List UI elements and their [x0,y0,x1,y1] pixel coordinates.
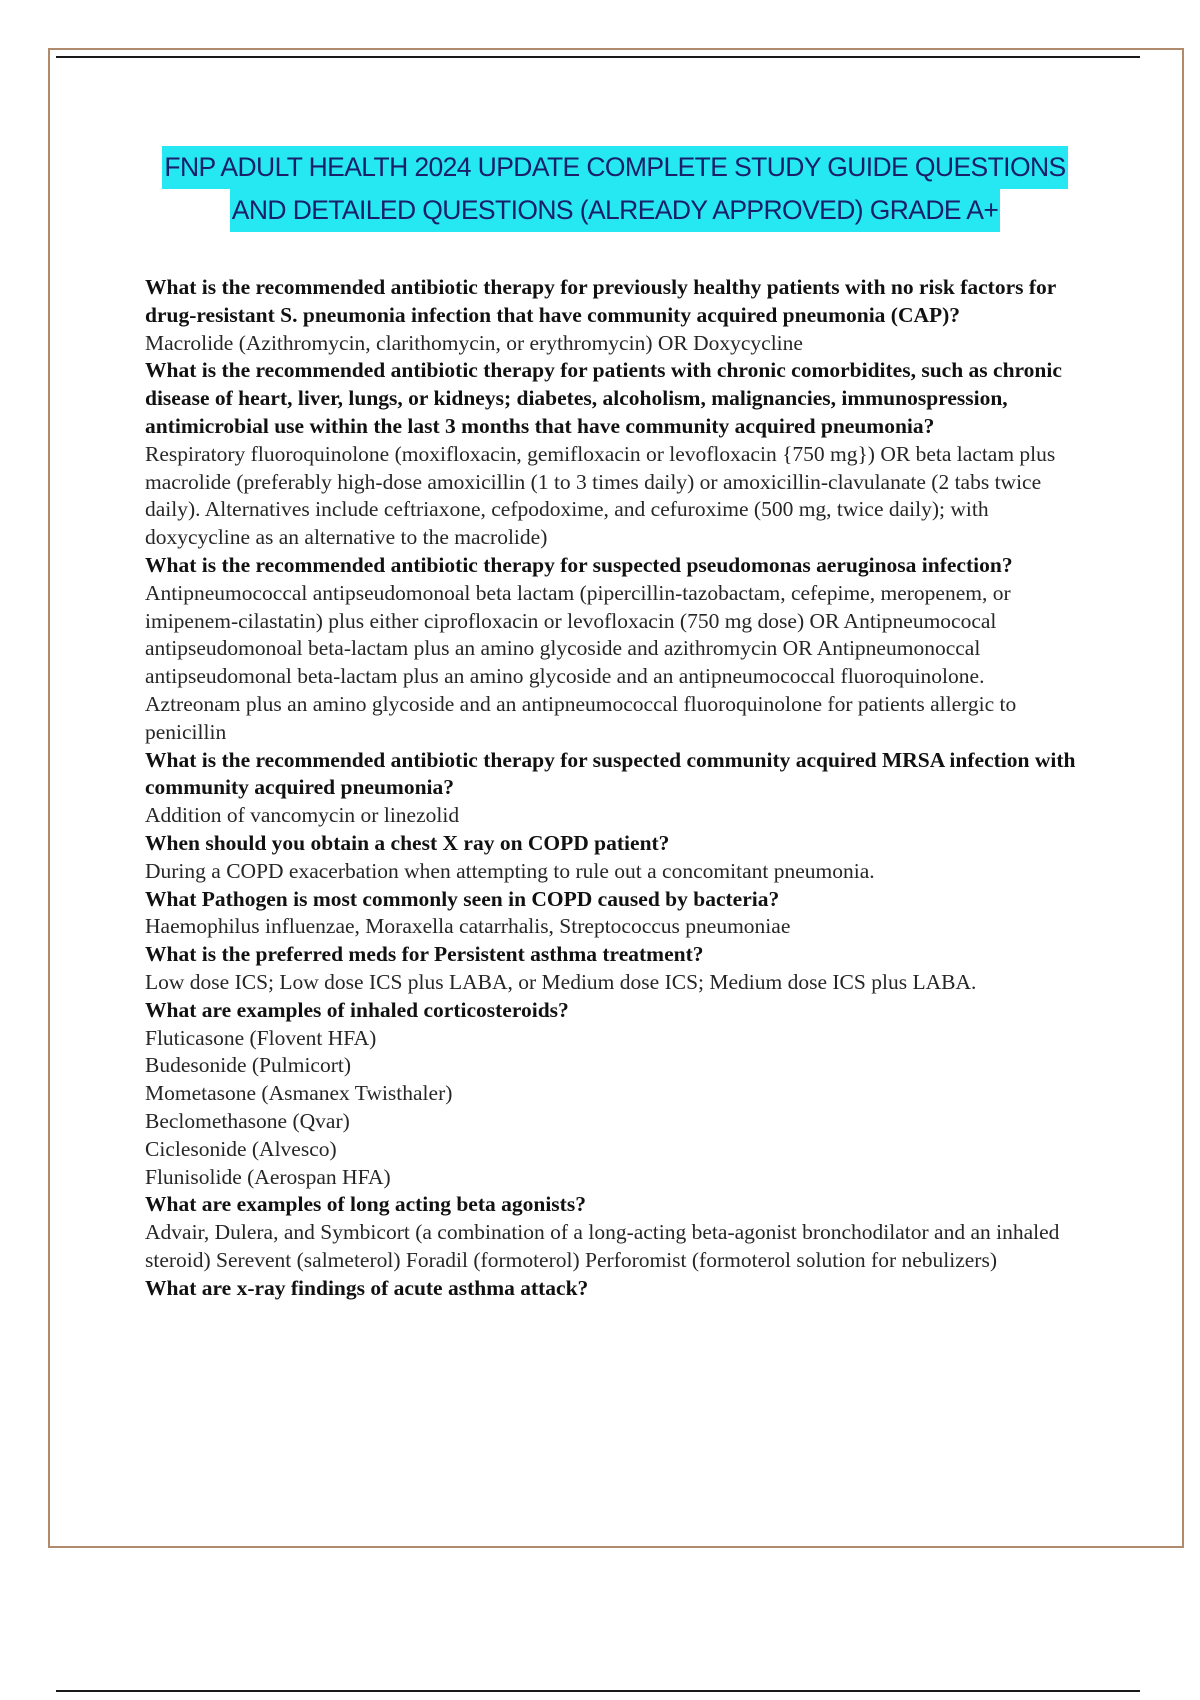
bottom-rule [56,1690,1140,1692]
answer-mrsa: Addition of vancomycin or linezolid [145,803,460,828]
answer-copd-pathogen: Haemophilus influenzae, Moraxella catarrhalis, Streptococcus pneumoniae [145,914,791,939]
question-asthma-xray: What are x-ray findings of acute asthma attack? [145,1275,589,1300]
question-pseudomonas: What is the recommended antibiotic therapy for suspected pseudomonas aeruginosa infection? [145,552,1013,577]
title-line-2: AND DETAILED QUESTIONS (ALREADY APPROVED) GRADE A+ [230,189,1000,232]
ics-flunisolide: Flunisolide (Aerospan HFA) [145,1164,391,1189]
ics-mometasone: Mometasone (Asmanex Twisthaler) [145,1081,453,1106]
ics-budesonide: Budesonide (Pulmicort) [145,1053,352,1078]
answer-cap-comorbidities: Respiratory fluoroquinolone (moxifloxacin, gemifloxacin or levofloxacin {750 mg}) OR beta lactam plus macrolide (preferably high-dose amoxicillin (1 to 3 times daily) or amoxicillin-clavulanate (2 tabs twice daily). Alternatives include ceftriaxone, cefpodoxime, and cefuroxime (500 mg, twice daily); with doxycycline as an alternative to the macrolide) [145,441,1056,550]
answer-asthma-meds: Low dose ICS; Low dose ICS plus LABA, or Medium dose ICS; Medium dose ICS plus LABA. [145,969,977,994]
question-laba-examples: What are examples of long acting beta agonists? [145,1192,586,1217]
answer-cap-healthy: Macrolide (Azithromycin, clarithomycin, or erythromycin) OR Doxycycline [145,330,803,355]
question-cap-comorbidities: What is the recommended antibiotic therapy for patients with chronic comorbidites, such as chronic disease of heart, liver, lungs, or kidneys; diabetes, alcoholism, malignancies, immunospression, antimicrobial use within the last 3 months that have community acquired pneumonia? [145,358,1062,438]
ics-beclomethasone: Beclomethasone (Qvar) [145,1108,350,1133]
question-mrsa: What is the recommended antibiotic therapy for suspected community acquired MRSA infection with community acquired pneumonia? [145,747,1076,800]
ics-ciclesonide: Ciclesonide (Alvesco) [145,1136,337,1161]
question-copd-pathogen: What Pathogen is most commonly seen in COPD caused by bacteria? [145,886,780,911]
question-ics-examples: What are examples of inhaled corticosteroids? [145,997,569,1022]
title-line-1: FNP ADULT HEALTH 2024 UPDATE COMPLETE STUDY GUIDE QUESTIONS [162,146,1067,189]
document-title [60,146,1170,232]
ics-fluticasone: Fluticasone (Flovent HFA) [145,1025,377,1050]
answer-pseudomonas: Antipneumococcal antipseudomonoal beta lactam (pipercillin-tazobactam, cefepime, meropenem, or imipenem-cilastatin) plus either ciprofloxacin or levofloxacin (750 mg dose) OR Antipneumococal antipseudomonoal beta-lactam plus an amino glycoside and azithromycin OR Antipneumonoccal antipseudomonal beta-lactam plus an amino glycoside and an antipneumococcal fluoroquinolone. [145,580,1011,689]
answer-copd-xray: During a COPD exacerbation when attempting to rule out a concomitant pneumonia. [145,858,875,883]
question-copd-xray: When should you obtain a chest X ray on COPD patient? [145,830,670,855]
answer-pseudomonas-penicillin-allergy: Aztreonam plus an amino glycoside and an antipneumococcal fluoroquinolone for patients allergic to penicillin [145,691,1017,744]
answer-laba-examples: Advair, Dulera, and Symbicort (a combination of a long-acting beta-agonist bronchodilator and an inhaled steroid) Serevent (salmeterol) Foradil (formoterol) Perforomist (formoterol solution for nebulizers) [145,1220,1060,1272]
study-guide-content [145,274,1090,1302]
question-cap-healthy: What is the recommended antibiotic therapy for previously healthy patients with no risk factors for drug-resistant S. pneumonia infection that have community acquired pneumonia (CAP)? [145,275,1056,327]
question-asthma-meds: What is the preferred meds for Persistent asthma treatment? [145,942,704,967]
